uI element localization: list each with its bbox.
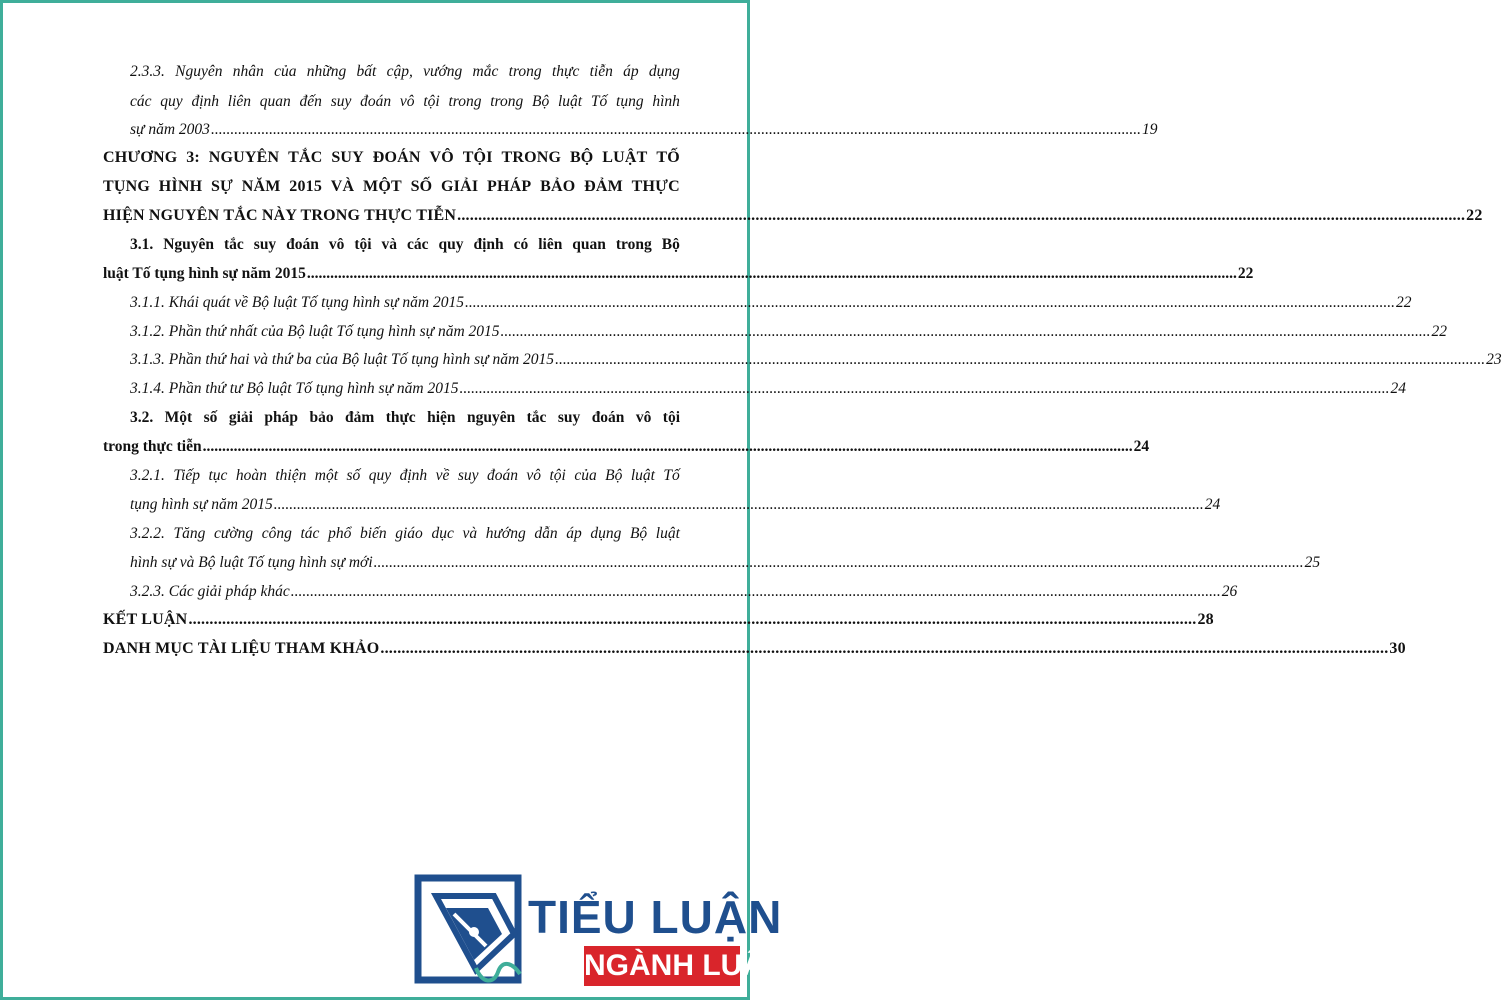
word: suy	[330, 93, 352, 110]
word: quan	[572, 236, 606, 253]
toc-text: luật Tố tụng hình sự năm 2015	[103, 265, 306, 282]
toc-text: sự năm 2003	[130, 121, 210, 138]
word: 3.2.2.	[130, 525, 165, 542]
toc-chapter-3-line1[interactable]	[103, 146, 680, 170]
word: vô	[399, 93, 415, 110]
word: định	[399, 467, 428, 484]
page-number: 24	[1133, 438, 1150, 455]
word: số	[203, 409, 218, 426]
word: 3.1.	[130, 236, 154, 253]
word: đảm	[345, 409, 375, 426]
toc-text: 3.1.3. Phần thứ hai và thứ ba của Bộ luật Tố tụng hình sự năm 2015	[130, 351, 555, 368]
page-number: 22	[1237, 265, 1254, 282]
leader-dots	[465, 291, 1395, 315]
word: Một	[164, 409, 193, 426]
word: Tố	[590, 93, 608, 110]
word: số	[346, 467, 361, 484]
toc-entry-3-2-1-line1[interactable]	[130, 464, 680, 488]
toc-text: HIỆN NGUYÊN TẮC NÀY TRONG THỰC TIỄN	[103, 207, 457, 224]
word: 3.2.1.	[130, 467, 165, 484]
leader-dots	[291, 580, 1221, 604]
word: TỤNG	[103, 178, 151, 195]
toc-entry-3-1-1[interactable]	[130, 291, 1412, 315]
word: quy	[160, 93, 183, 110]
word: pháp	[264, 409, 299, 426]
word: dụng	[648, 63, 680, 80]
word: GIẢI	[441, 178, 479, 195]
word: quy	[438, 236, 464, 253]
word: hiện	[427, 409, 456, 426]
word: BỘ	[569, 149, 594, 166]
word: trong	[615, 236, 652, 253]
word: hướng	[485, 525, 526, 542]
word: LUẬT	[602, 149, 648, 166]
word: TRONG	[501, 149, 562, 166]
page-number: 24	[1390, 380, 1406, 397]
word: TẮC	[288, 149, 323, 166]
fountain-pen-icon	[416, 874, 526, 986]
word: về	[435, 467, 450, 484]
word: thực	[385, 409, 416, 426]
word: định	[191, 93, 219, 110]
word: phổ	[328, 525, 352, 542]
word: NĂM	[241, 178, 281, 195]
word: đoán	[286, 236, 319, 253]
word: nguyên	[466, 409, 516, 426]
word: Tố	[663, 467, 680, 484]
toc-entry-2-3-3-line3[interactable]	[130, 118, 1158, 142]
word: bảo	[309, 409, 334, 426]
word: và	[462, 525, 478, 542]
word: định	[473, 236, 504, 253]
toc-entry-3-1-4[interactable]	[130, 377, 1406, 401]
leader-dots	[555, 348, 1485, 372]
toc-entry-3-2-3[interactable]	[130, 580, 1238, 604]
word: Bộ	[605, 467, 623, 484]
word: của	[274, 63, 297, 80]
toc-section-3-2-line2[interactable]	[103, 435, 1150, 459]
toc-entry-2-3-3-line2[interactable]	[130, 90, 680, 114]
word: Bộ	[629, 525, 648, 542]
word: hình	[652, 93, 680, 110]
toc-chapter-3-line2[interactable]	[103, 175, 680, 199]
word: MỘT	[363, 178, 402, 195]
toc-text: 3.1.4. Phần thứ tư Bộ luật Tố tụng hình sự năm 2015	[130, 380, 459, 397]
page-number: 22	[1466, 207, 1483, 224]
word: ĐẢM	[584, 178, 623, 195]
toc-entry-3-1-3[interactable]	[130, 348, 1502, 372]
word: Bộ	[661, 236, 680, 253]
word: Tăng	[173, 525, 206, 542]
toc-text: trong thực tiễn	[103, 438, 202, 455]
word: SUY	[331, 149, 364, 166]
word: suy	[457, 467, 479, 484]
word: trong	[448, 93, 482, 110]
toc-chapter-3-line3[interactable]	[103, 204, 1483, 228]
word: ĐOÁN	[372, 149, 421, 166]
word: BẢO	[540, 178, 576, 195]
word: Nguyên	[163, 236, 215, 253]
word: đoán	[486, 467, 518, 484]
word: VÀ	[330, 178, 355, 195]
word: 2.3.3.	[130, 63, 165, 80]
leader-dots	[188, 608, 1196, 632]
word: liên	[538, 236, 563, 253]
word: tụng	[616, 93, 644, 110]
toc-text: KẾT LUẬN	[103, 611, 188, 628]
word: bất	[356, 63, 377, 80]
toc-text: DANH MỤC TÀI LIỆU THAM KHẢO	[103, 640, 380, 657]
word: TỐ	[656, 149, 680, 166]
word: trong	[508, 63, 542, 80]
word: vô	[328, 236, 345, 253]
word: suy	[557, 409, 581, 426]
word: thực	[551, 63, 580, 80]
word: vướng	[423, 63, 463, 80]
page-number: 19	[1141, 121, 1158, 138]
word: luật	[558, 93, 583, 110]
toc-text: hình sự và Bộ luật Tố tụng hình sự mới	[130, 554, 373, 571]
word: luật	[630, 467, 655, 484]
page-number: 25	[1304, 554, 1321, 571]
word: giáo	[395, 525, 423, 542]
word: và	[381, 236, 398, 253]
page-number: 30	[1389, 640, 1406, 657]
word: công	[261, 525, 292, 542]
word: vô	[635, 409, 652, 426]
leader-dots	[380, 637, 1388, 661]
toc-entry-3-2-2-line2[interactable]	[130, 551, 1321, 575]
word: áp	[566, 525, 582, 542]
logo-title-top: TIỂU LUẬN	[528, 891, 783, 943]
word: liên	[227, 93, 252, 110]
word: HÌNH	[158, 178, 203, 195]
word: SỰ	[210, 178, 233, 195]
word: NGUYÊN	[208, 149, 280, 166]
word: biến	[359, 525, 387, 542]
page-number: 22	[1431, 323, 1448, 340]
toc-text: 3.1.2. Phần thứ nhất của Bộ luật Tố tụng hình sự năm 2015	[130, 323, 500, 340]
word: 3:	[186, 149, 200, 166]
page-number: 26	[1221, 583, 1238, 600]
logo-title-bottom: NGÀNH LUẬT	[584, 946, 740, 986]
word: suy	[253, 236, 277, 253]
page-number: 22	[1395, 294, 1412, 311]
toc-text: tụng hình sự năm 2015	[130, 496, 273, 513]
word: thiện	[275, 467, 307, 484]
word: những	[306, 63, 347, 80]
toc-entry-3-2-1-line2[interactable]	[130, 493, 1221, 517]
word: PHÁP	[487, 178, 532, 195]
word: tội	[423, 93, 440, 110]
word: tắc	[526, 409, 547, 426]
page-number: 24	[1204, 496, 1221, 513]
word: các	[130, 93, 152, 110]
word: đoán	[591, 409, 625, 426]
brand-logo	[408, 868, 783, 994]
word: trong	[490, 93, 524, 110]
word: giải	[228, 409, 253, 426]
word: Tiếp	[173, 467, 201, 484]
toc-ket-luan[interactable]	[103, 608, 1214, 632]
toc-entry-3-1-2[interactable]	[130, 320, 1448, 344]
word: quy	[368, 467, 392, 484]
leader-dots	[211, 118, 1141, 142]
word: dụng	[590, 525, 622, 542]
word: CHƯƠNG	[103, 149, 178, 166]
word: tục	[208, 467, 228, 484]
word: mắc	[472, 63, 499, 80]
word: một	[314, 467, 339, 484]
toc-entry-2-3-3-line1[interactable]	[130, 60, 680, 84]
word: tội	[354, 236, 372, 253]
leader-dots	[457, 204, 1465, 228]
word: nhân	[232, 63, 264, 80]
word: tội	[549, 467, 566, 484]
word: áp	[623, 63, 639, 80]
word: hoàn	[235, 467, 267, 484]
word: 3.2.	[130, 409, 154, 426]
word: 2015	[289, 178, 323, 195]
word: SỐ	[410, 178, 433, 195]
word: Nguyên	[175, 63, 223, 80]
toc-section-3-1-line1[interactable]	[130, 233, 680, 257]
word: vô	[526, 467, 542, 484]
word: tội	[662, 409, 680, 426]
word: dục	[431, 525, 454, 542]
page-number: 23	[1486, 351, 1502, 368]
word: của	[574, 467, 597, 484]
word: Bộ	[532, 93, 550, 110]
word: THỰC	[631, 178, 680, 195]
leader-dots	[307, 262, 1237, 286]
word: luật	[655, 525, 680, 542]
toc-danh-muc[interactable]	[103, 637, 1406, 661]
word: đoán	[360, 93, 392, 110]
word: tác	[300, 525, 320, 542]
word: dẫn	[534, 525, 558, 542]
toc-section-3-1-line2[interactable]	[103, 262, 1254, 286]
word: có	[513, 236, 529, 253]
leader-dots	[203, 435, 1133, 459]
word: đến	[299, 93, 322, 110]
word: tiễn	[589, 63, 613, 80]
leader-dots	[374, 551, 1304, 575]
word: quan	[259, 93, 291, 110]
leader-dots	[274, 493, 1204, 517]
toc-section-3-2-line1[interactable]	[130, 406, 680, 430]
word: cập,	[386, 63, 413, 80]
leader-dots	[501, 320, 1431, 344]
word: tắc	[224, 236, 244, 253]
leader-dots	[459, 377, 1389, 401]
toc-text: 3.1.1. Khái quát về Bộ luật Tố tụng hình sự năm 2015	[130, 294, 464, 311]
toc-entry-3-2-2-line1[interactable]	[130, 522, 680, 546]
word: các	[407, 236, 429, 253]
word: VÔ	[429, 149, 454, 166]
word: TỘI	[462, 149, 493, 166]
word: cường	[214, 525, 254, 542]
toc-text: 3.2.3. Các giải pháp khác	[130, 583, 290, 600]
page-number: 28	[1197, 611, 1214, 628]
